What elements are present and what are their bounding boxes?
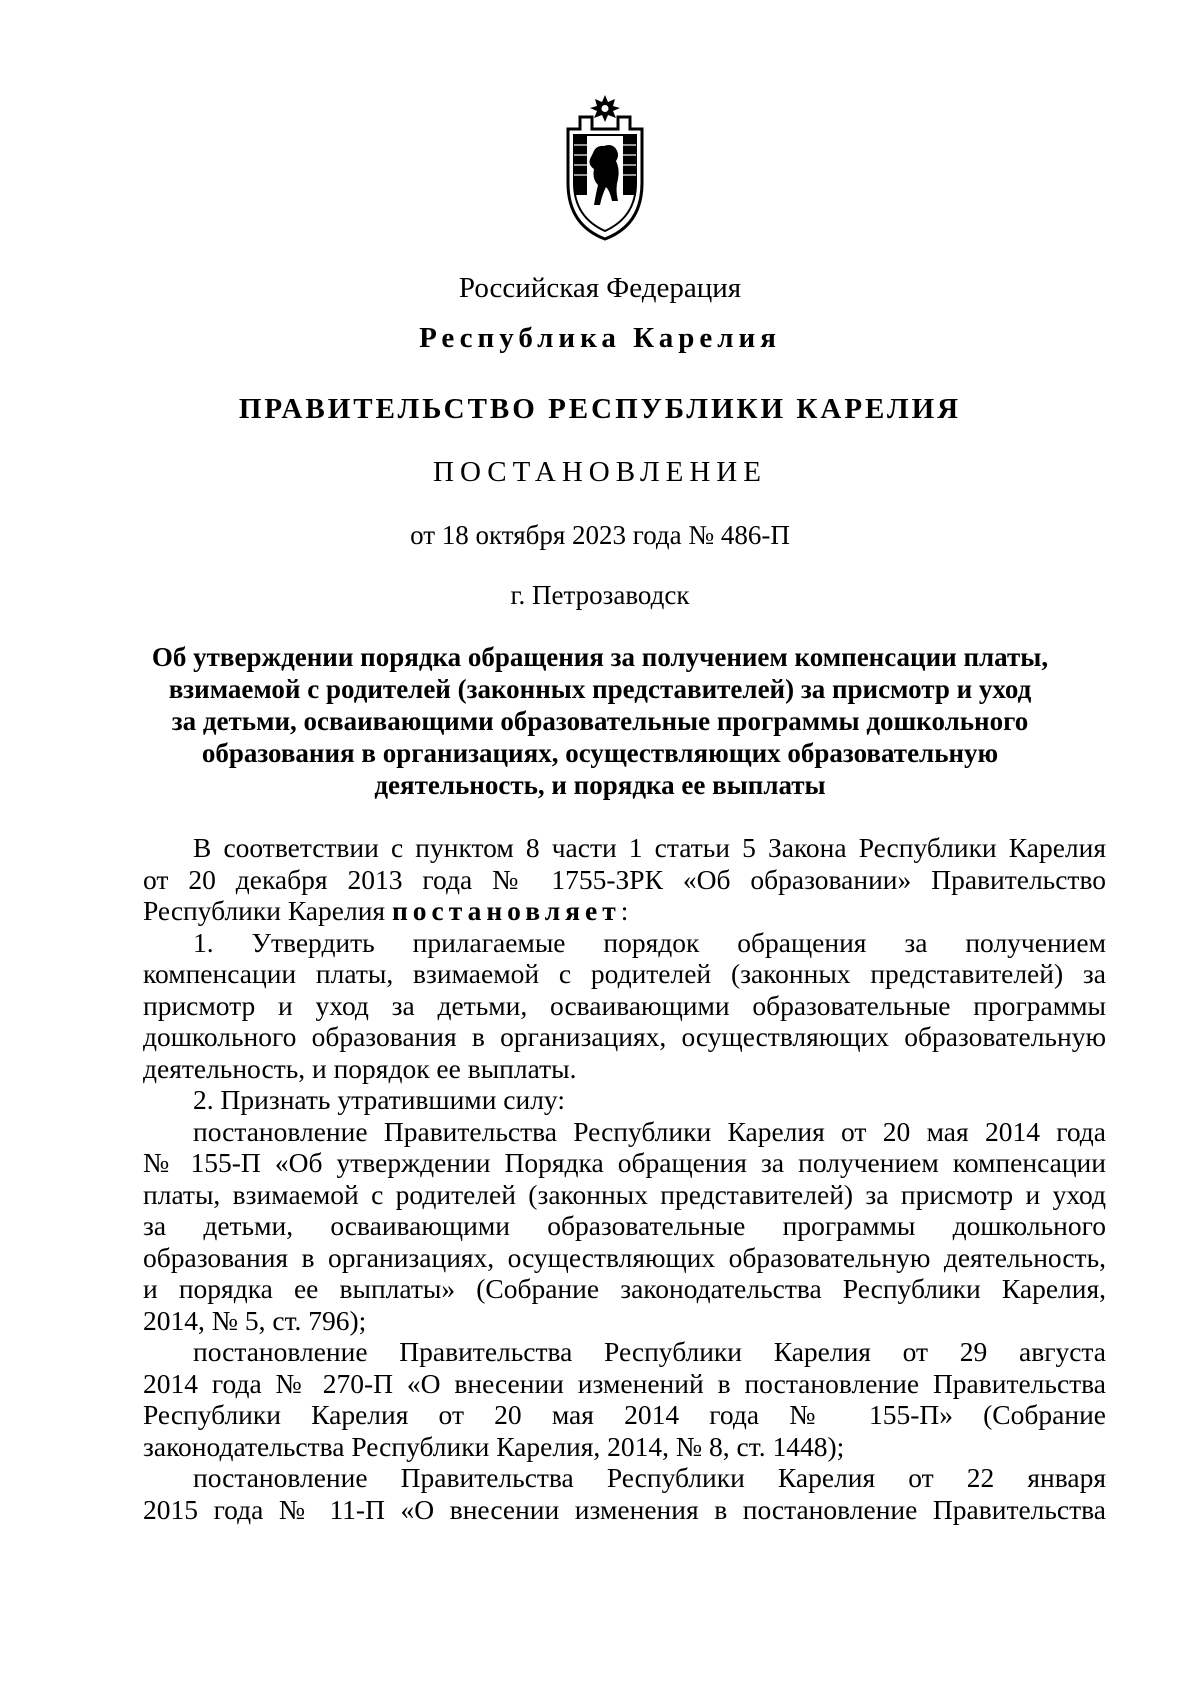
body-line: и порядка ее выплаты» (Собрание законодательства Республики Карелия, xyxy=(143,1273,1106,1304)
body-line: 2015 года № 11-П «О внесении изменения в постановление Правительства xyxy=(143,1493,1106,1525)
body-text: Республики Карелия xyxy=(143,895,392,926)
federation-heading: Российская Федерация xyxy=(458,272,742,304)
body-line: 2014 года № 270-П «О внесении изменений в постановление Правительства xyxy=(143,1367,1106,1399)
body-line: № 155-П «Об утверждении Порядка обращения за получением компенсации xyxy=(143,1147,1106,1178)
body-text: : xyxy=(620,895,629,926)
body-line: 2. Признать утратившими силу: xyxy=(193,1084,565,1115)
body-line: законодательства Республики Карелия, 2014, № 8, ст. 1448); xyxy=(143,1430,845,1462)
body-line: В соответствии с пунктом 8 части 1 статьи 5 Закона Республики Карелия xyxy=(193,832,1106,863)
body-line: постановление Правительства Республики Карелия от 29 августа xyxy=(193,1336,1106,1367)
body-line: образования в организациях, осуществляющих образовательную деятельность, xyxy=(143,1241,1106,1273)
body-line: компенсации платы, взимаемой с родителей (законных представителей) за xyxy=(143,958,1106,989)
karelia-coat-of-arms-icon xyxy=(560,93,650,243)
body-line: 1. Утвердить прилагаемые порядок обращения за получением xyxy=(193,926,1106,958)
body-line: за детьми, осваивающими образовательные программы дошкольного xyxy=(143,1210,1106,1241)
body-line xyxy=(143,895,1106,927)
title-line: взимаемой с родителей (законных представителей) за присмотр и уход xyxy=(168,674,1032,704)
body-line: от 20 декабря 2013 года № 1755-ЗРК «Об образовании» Правительство xyxy=(143,863,1106,895)
body-line: постановление Правительства Республики Карелия от 20 мая 2014 года xyxy=(193,1115,1106,1147)
body-line: Республики Карелия от 20 мая 2014 года № 155-П» (Собрание xyxy=(143,1399,1106,1430)
title-line: за детьми, осваивающими образовательные программы дошкольного xyxy=(171,706,1029,736)
body-line: постановление Правительства Республики Карелия от 22 января xyxy=(193,1462,1106,1493)
body-line: 2014, № 5, ст. 796); xyxy=(143,1304,367,1336)
document-title xyxy=(0,641,1200,801)
city: г. Петрозаводск xyxy=(510,580,690,610)
body-line: дошкольного образования в организациях, осуществляющих образовательную xyxy=(143,1021,1106,1052)
body-line: деятельность, и порядок ее выплаты. xyxy=(143,1052,577,1084)
body-line: присмотр и уход за детьми, осваивающими образовательные программы xyxy=(143,989,1106,1021)
title-line: образования в организациях, осуществляющих образовательную xyxy=(201,738,999,768)
date-and-number: от 18 октября 2023 года № 486-П xyxy=(410,520,790,550)
title-line: Об утверждении порядка обращения за получением компенсации платы, xyxy=(151,642,1049,672)
title-line: деятельность, и порядка ее выплаты xyxy=(374,770,826,800)
body-line: платы, взимаемой с родителей (законных представителей) за присмотр и уход xyxy=(143,1178,1106,1210)
government-heading: ПРАВИТЕЛЬСТВО РЕСПУБЛИКИ КАРЕЛИЯ xyxy=(238,393,962,425)
document-body xyxy=(143,832,1106,1525)
republic-heading: Республика Карелия xyxy=(419,322,781,354)
document-type-heading: ПОСТАНОВЛЕНИЕ xyxy=(433,456,767,488)
decree-keyword: постановляет xyxy=(391,895,621,926)
